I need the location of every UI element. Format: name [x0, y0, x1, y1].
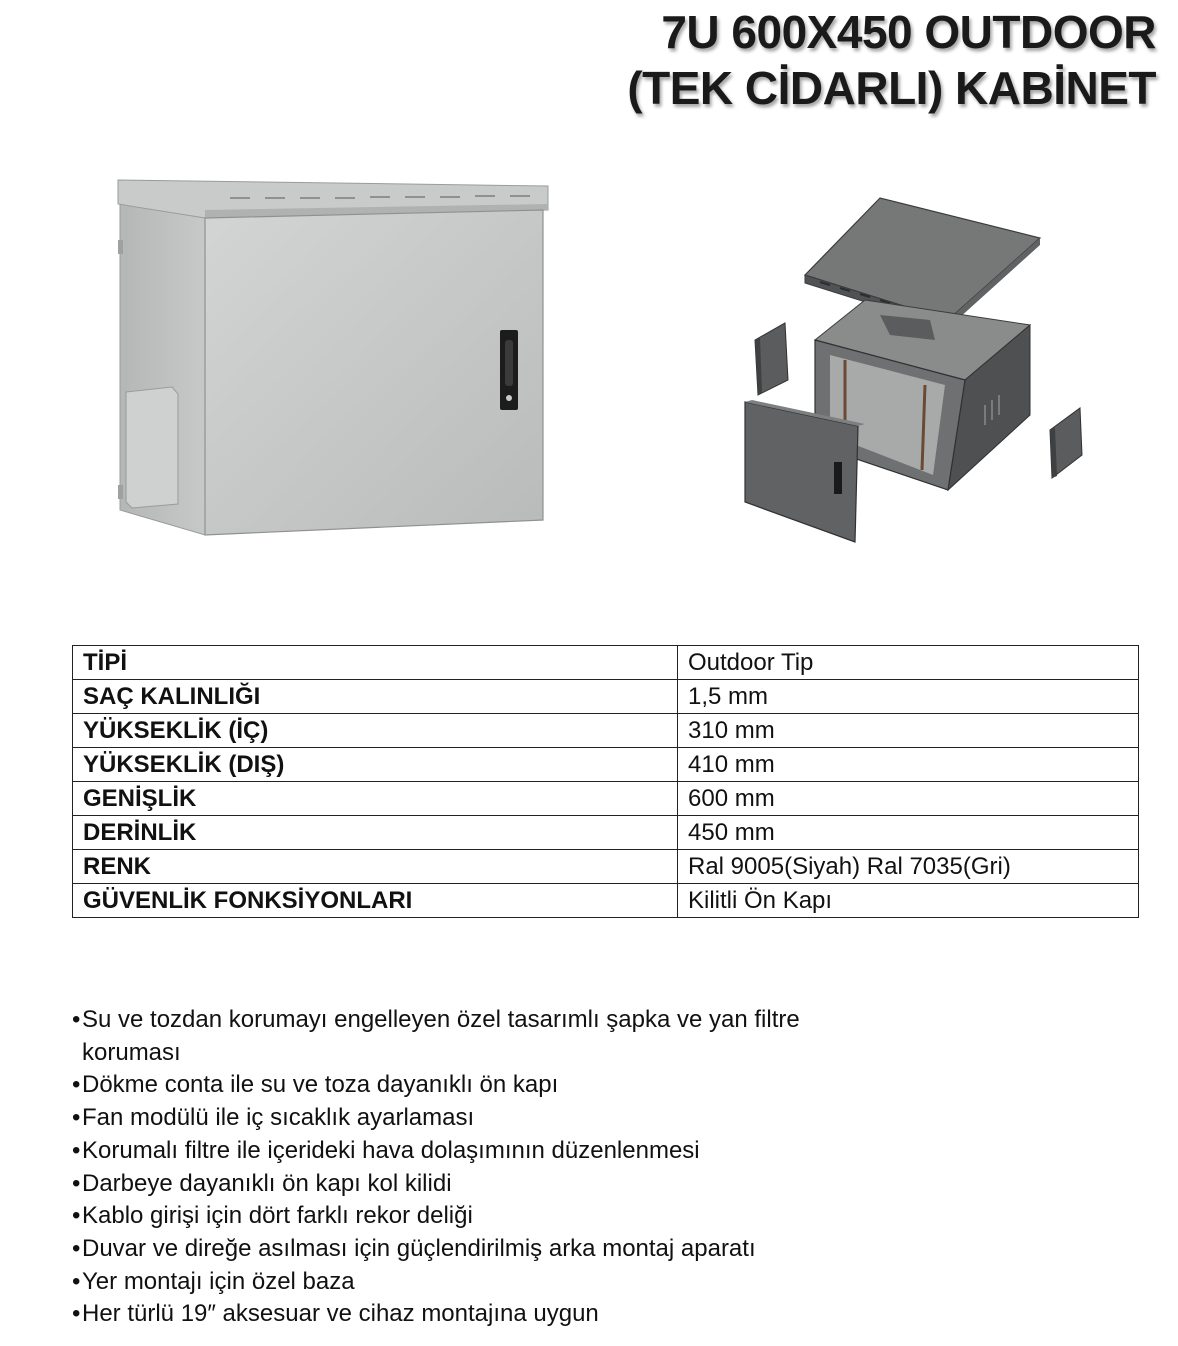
spec-row	[73, 714, 1139, 748]
spec-value: 410 mm	[678, 748, 1139, 782]
feature-item: • Darbeye dayanıklı ön kapı kol kilidi	[72, 1168, 872, 1201]
spec-value: 310 mm	[678, 714, 1139, 748]
cabinet-closed-image	[100, 170, 560, 540]
spec-row	[73, 850, 1139, 884]
spec-row	[73, 884, 1139, 918]
spec-value: 1,5 mm	[678, 680, 1139, 714]
spec-label: TİPİ	[73, 646, 678, 680]
spec-label: SAÇ KALINLIĞI	[73, 680, 678, 714]
page-title	[627, 4, 1156, 116]
feature-item: • Duvar ve direğe asılması için güçlendirilmiş arka montaj aparatı	[72, 1233, 872, 1266]
feature-item: • Her türlü 19″ aksesuar ve cihaz montajına uygun	[72, 1298, 872, 1331]
spec-value: 600 mm	[678, 782, 1139, 816]
spec-label: YÜKSEKLİK (İÇ)	[73, 714, 678, 748]
spec-row	[73, 748, 1139, 782]
spec-row	[73, 816, 1139, 850]
spec-label: DERİNLİK	[73, 816, 678, 850]
cabinet-exploded-image	[730, 190, 1100, 550]
spec-row	[73, 646, 1139, 680]
spec-value: Outdoor Tip	[678, 646, 1139, 680]
feature-item: • Kablo girişi için dört farklı rekor deliği	[72, 1200, 872, 1233]
spec-label: GÜVENLİK FONKSİYONLARI	[73, 884, 678, 918]
feature-item: • Su ve tozdan korumayı engelleyen özel tasarımlı şapka ve yan filtre koruması	[72, 1004, 872, 1069]
specifications-table	[72, 645, 1139, 918]
title-line-2: (TEK CİDARLI) KABİNET	[627, 62, 1156, 114]
spec-value: Ral 9005(Siyah) Ral 7035(Gri)	[678, 850, 1139, 884]
feature-item: • Fan modülü ile iç sıcaklık ayarlaması	[72, 1102, 872, 1135]
spec-label: RENK	[73, 850, 678, 884]
spec-label: GENİŞLİK	[73, 782, 678, 816]
features-list	[72, 1004, 872, 1331]
spec-value: Kilitli Ön Kapı	[678, 884, 1139, 918]
feature-item: • Dökme conta ile su ve toza dayanıklı ön kapı	[72, 1069, 872, 1102]
spec-label: YÜKSEKLİK (DIŞ)	[73, 748, 678, 782]
feature-item: • Yer montajı için özel baza	[72, 1266, 872, 1299]
spec-row	[73, 680, 1139, 714]
title-line-1: 7U 600X450 OUTDOOR	[661, 6, 1156, 58]
spec-row	[73, 782, 1139, 816]
spec-value: 450 mm	[678, 816, 1139, 850]
feature-item: • Korumalı filtre ile içerideki hava dolaşımının düzenlenmesi	[72, 1135, 872, 1168]
